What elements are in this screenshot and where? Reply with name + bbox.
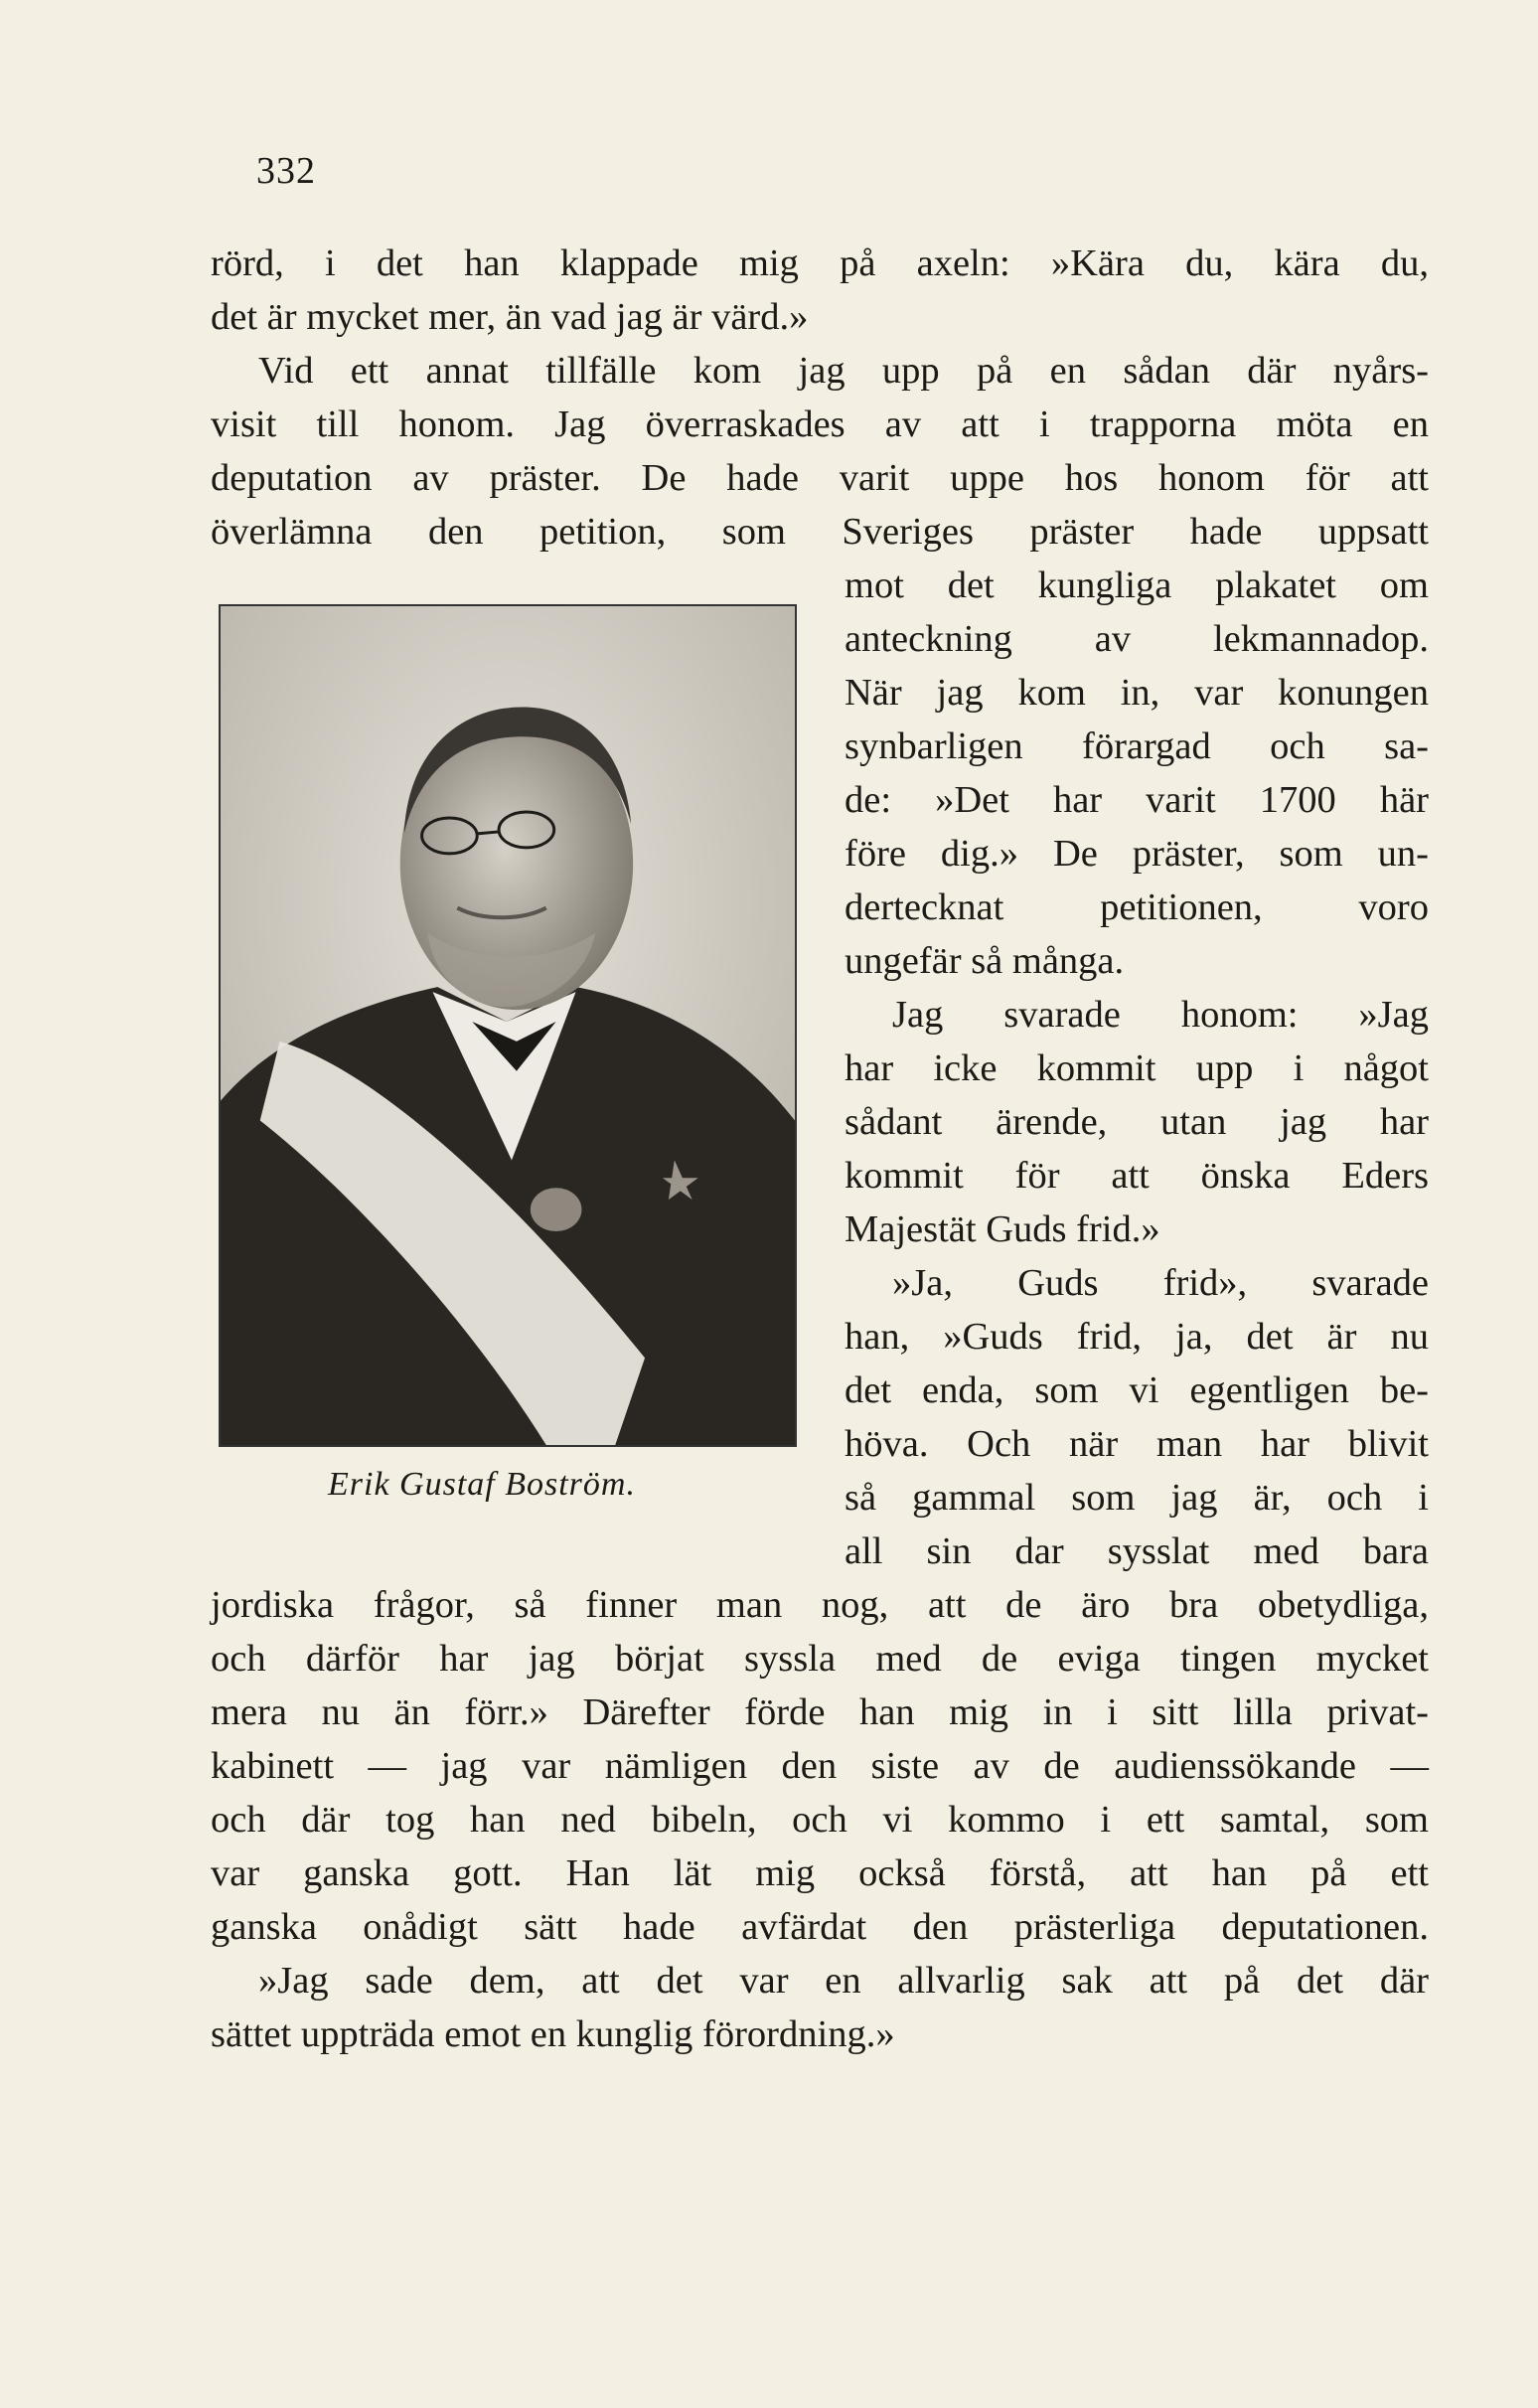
text-line: ungefär så många. [845,940,1125,982]
text-line: dertecknat petitionen, voro [845,886,1429,928]
text-line: han, »Guds frid, ja, det är nu [845,1316,1429,1358]
text-line: överlämna den petition, som Sveriges präster hade uppsatt [211,511,1429,553]
text-line: och där tog han ned bibeln, och vi kommo i ett samtal, som [211,1799,1429,1841]
text-line: jordiska frågor, så finner man nog, att de äro bra obetydliga, [211,1584,1429,1626]
text-line: Vid ett annat tillfälle kom jag upp på en sådan där nyårs- [258,350,1429,392]
text-line: kommit för att önska Eders [845,1155,1429,1197]
text-line: all sin dar sysslat med bara [845,1530,1429,1572]
figure-caption: Erik Gustaf Boström. [328,1466,636,1503]
text-line: var ganska gott. Han lät mig också förstå, att han på ett [211,1852,1429,1894]
text-line: visit till honom. Jag överraskades av att i trapporna möta en [211,403,1429,445]
text-line: Majestät Guds frid.» [845,1208,1160,1250]
text-line: det enda, som vi egentligen be- [845,1369,1429,1411]
text-line: sättet uppträda emot en kunglig förordning.» [211,2013,895,2055]
portrait-photo [219,604,797,1447]
page-number: 332 [256,150,316,192]
text-line: synbarligen förargad och sa- [845,725,1429,767]
text-line: har icke kommit upp i något [845,1047,1429,1089]
text-line: de: »Det har varit 1700 här [845,779,1429,821]
text-line: sådant ärende, utan jag har [845,1101,1429,1143]
text-line: rörd, i det han klappade mig på axeln: »Kära du, kära du, [211,242,1429,284]
text-line: mot det kungliga plakatet om [845,564,1429,606]
text-line: kabinett — jag var nämligen den siste av de audienssökande — [211,1745,1429,1787]
text-line: och därför har jag börjat syssla med de eviga tingen mycket [211,1638,1429,1680]
text-line: före dig.» De präster, som un- [845,833,1429,875]
text-line: det är mycket mer, än vad jag är värd.» [211,296,809,338]
text-line: anteckning av lekmannadop. [845,618,1429,660]
text-line: När jag kom in, var konungen [845,672,1429,714]
text-line: Jag svarade honom: »Jag [892,994,1429,1036]
text-line: deputation av präster. De hade varit uppe hos honom för att [211,457,1429,499]
text-line: mera nu än förr.» Därefter förde han mig in i sitt lilla privat- [211,1691,1429,1733]
text-line: höva. Och när man har blivit [845,1423,1429,1465]
text-line: ganska onådigt sätt hade avfärdat den prästerliga deputationen. [211,1906,1429,1948]
text-line: »Ja, Guds frid», svarade [892,1262,1429,1304]
text-line: »Jag sade dem, att det var en allvarlig sak att på det där [258,1960,1429,2002]
text-line: så gammal som jag är, och i [845,1477,1429,1519]
